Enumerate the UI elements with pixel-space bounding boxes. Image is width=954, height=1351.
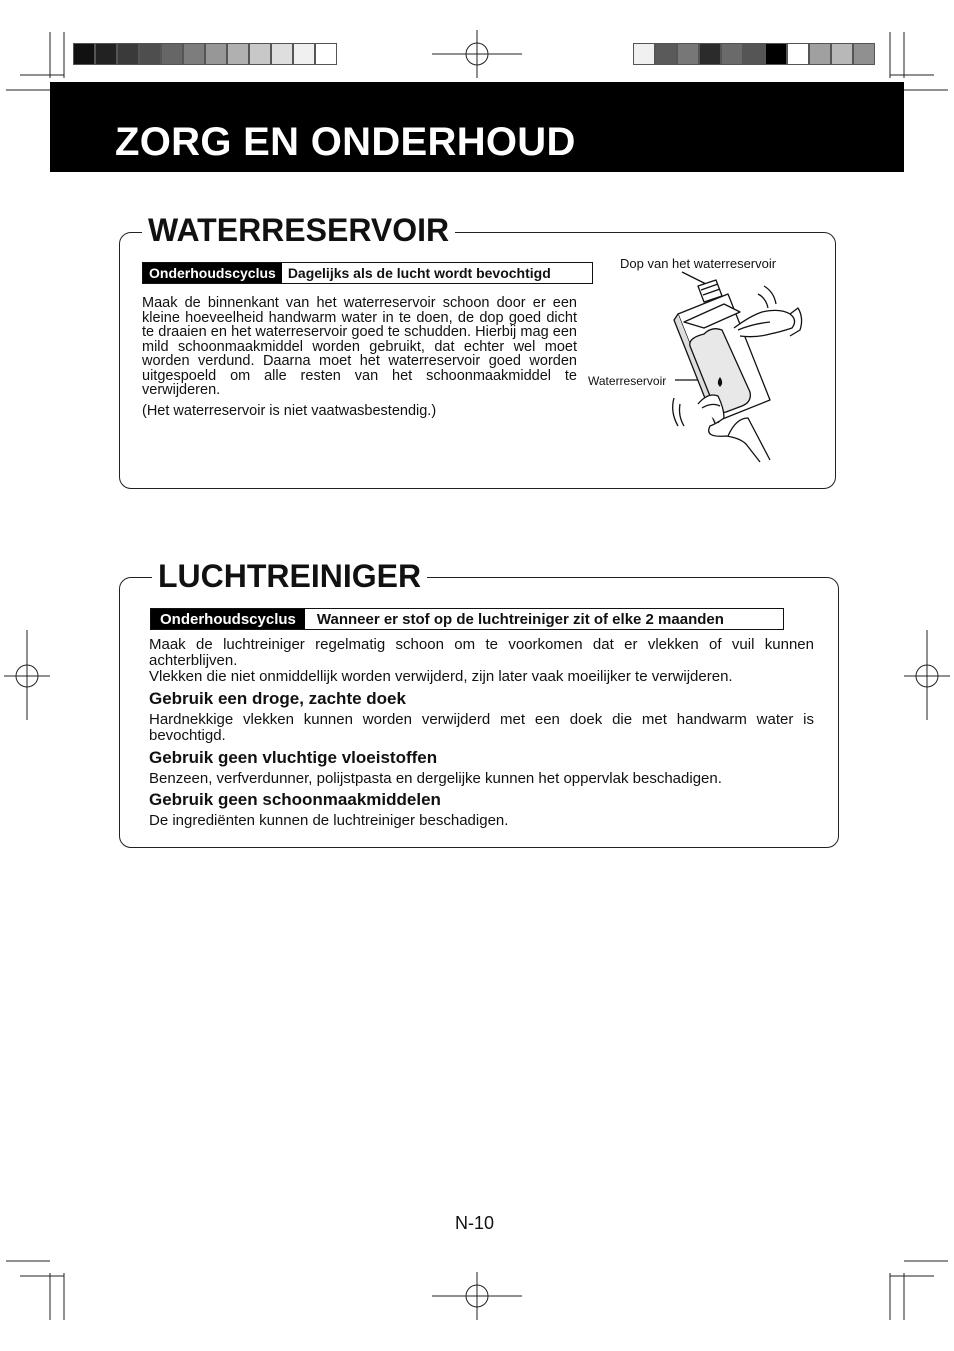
text-dry-cloth: Hardnekkige vlekken kunnen worden verwijderd met een doek die met handwarm water is bevochtigd. [149, 711, 814, 744]
subheading-detergents: Gebruik geen schoonmaakmiddelen [149, 790, 441, 809]
cycle-value: Wanneer er stof op de luchtreiniger zit of elke 2 maanden [316, 610, 724, 628]
luchtreiniger-cycle [150, 608, 784, 630]
text-volatile: Benzeen, verfverdunner, polijstpasta en dergelijke kunnen het oppervlak beschadigen. [149, 770, 722, 787]
label-tank: Waterreservoir [588, 374, 667, 388]
subheading-dry-cloth: Gebruik een droge, zachte doek [149, 689, 406, 708]
subheading-volatile: Gebruik geen vluchtige vloeistoffen [149, 748, 438, 767]
waterreservoir-note: (Het waterreservoir is niet vaatwasbestendig.) [142, 403, 437, 419]
text-detergents: De ingrediënten kunnen de luchtreiniger beschadigen. [149, 812, 509, 829]
luchtreiniger-intro-1: Maak de luchtreiniger regelmatig schoon om te voorkomen dat er vlekken of vuil kunnen achterblijven. [149, 636, 814, 669]
page-number: N-10 [455, 1213, 495, 1233]
tank-illustration [620, 268, 810, 468]
page-title: ZORG EN ONDERHOUD [115, 120, 576, 164]
cycle-label: Onderhoudscyclus [143, 263, 282, 283]
luchtreiniger-intro-2: Vlekken die niet onmiddellijk worden verwijderd, zijn later vaak moeilijker te verwijderen. [149, 668, 733, 685]
header-bar [50, 82, 904, 172]
waterreservoir-title: WATERRESERVOIR [142, 212, 455, 248]
label-cap: Dop van het waterreservoir [620, 256, 777, 271]
waterreservoir-paragraph: Maak de binnenkant van het waterreservoir schoon door er een kleine hoeveelheid handwarm water in te doen, de dop goed dicht te draaien en het waterreservoir goed te schudden. Hierbij mag een mild schoonmaakmiddel worden gebruikt, dat echter wel moet worden verdund. Daarna moet het waterreservoir goed worden uitgespoeld om alle resten van het schoonmaakmiddel te verwijderen. [142, 295, 577, 398]
waterreservoir-cycle [142, 262, 593, 284]
cycle-value: Dagelijks als de lucht wordt bevochtigd [287, 265, 551, 281]
luchtreiniger-title: LUCHTREINIGER [152, 558, 427, 594]
cycle-label: Onderhoudscyclus [151, 609, 305, 629]
